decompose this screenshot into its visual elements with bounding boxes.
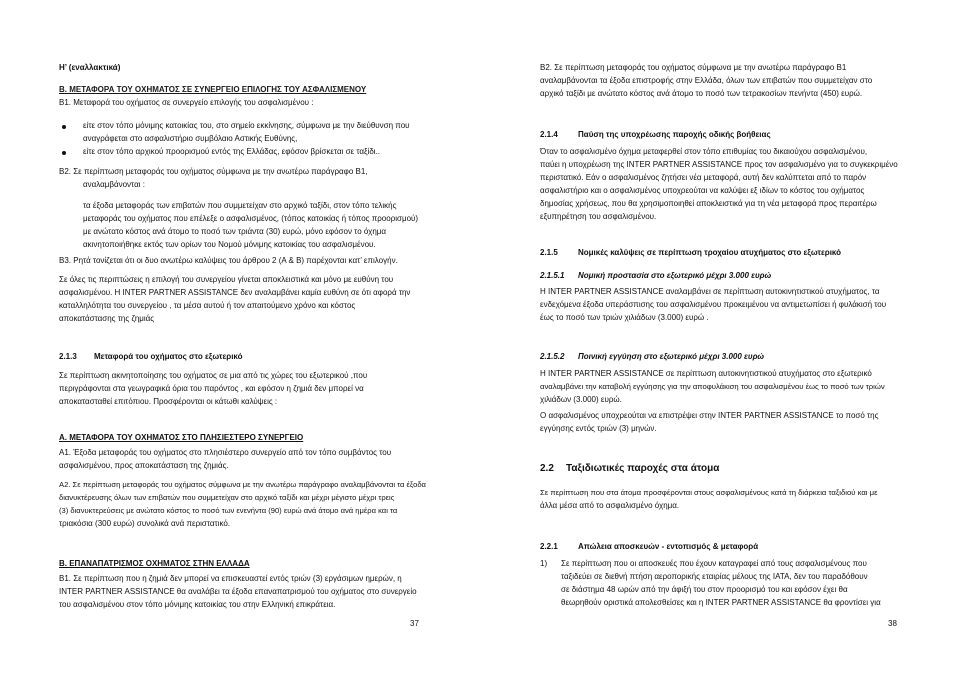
p2152-line2: αναλαμβάνει την καταβολή εγγύησης για την αποφυλάκιση του ασφαλισμένου έως το ποσό των τριών (540, 382, 885, 391)
section-b-heading: Β. ΜΕΤΑΦΟΡΑ ΤΟΥ ΟΧΗΜΑΤΟΣ ΣΕ ΣΥΝΕΡΓΕΙΟ ΕΠΙΛΟΓΗΣ ΤΟΥ ΑΣΦΑΛΙΣΜΕΝΟΥ (59, 85, 367, 94)
p2152-line3: χιλιάδων (3.000) ευρώ. (540, 395, 622, 404)
h2152-title: Ποινική εγγύηση στο εξωτερικό μέχρι 3.000 ευρώ (578, 352, 765, 361)
p214-line1: Όταν το ασφαλισμένο όχημα μεταφερθεί στον τόπο επιθυμίας του δικαιούχου ασφαλισμένου, (540, 147, 868, 156)
list-item-line4: θεωρηθούν οριστικά απολεσθείσες και η INTER PARTNER ASSISTANCE θα φροντίσει για (561, 598, 881, 607)
b2-return-line3: αρχικό ταξίδι με ανώτατο κόστος ανά άτομο το ποσό των τετρακοσίων πενήντα (450) ευρώ. (540, 89, 863, 98)
bullet1-line2: αναγράφεται στο ασφαλιστήριο συμβόλαιο Αστικής Ευθύνης, (83, 134, 298, 143)
a2-line1: Α2. Σε περίπτωση μεταφοράς του οχήματος σύμφωνα με την ανωτέρω παράγραφο αναλαμβάνονται τα έξοδα (59, 480, 426, 489)
h213-intro-line3: αποκατασταθεί επιτόπιου. Προσφέρονται οι κάτωθι καλύψεις : (59, 397, 278, 406)
h221-title: Απώλεια αποσκευών - εντοπισμός & μεταφορά (578, 542, 759, 551)
h213-intro-line2: περιγράφονται στα γεωγραφικά όρια του παρόντος , και εφόσον η ζημιά δεν μπορεί να (59, 384, 364, 393)
a2-line2: διανυκτέρευσης όλων των επιβατών που συμμετείχαν στο αρχικό ταξίδι και μέχρι μέγιστο μέχρι τρεις (59, 493, 395, 502)
list-item-number: 1) (540, 559, 548, 568)
p2151-line1: Η INTER PARTNER ASSISTANCE αναλαμβάνει σε περίπτωση αυτοκινητιστικού ατυχήματος, τα (540, 287, 880, 296)
a2-line4: τριακόσια (300 ευρώ) συνολικά ανά περιστατικό. (59, 519, 231, 528)
p22-line1: Σε περίπτωση που στα άτομα προσφέρονται στους ασφαλισμένους κατά τη διάρκεια ταξιδιού και με (540, 488, 878, 497)
bullet1-line1: είτε στον τόπο μόνιμης κατοικίας του, στο σημείο εκκίνησης, σύμφωνα με την διεύθυνση που (83, 121, 410, 130)
p214-line4: ασφαλιστήριο και ο ασφαλισμένος υποχρεούται να καλύψει εξ ιδίων το κόστος του οχήματος (540, 186, 865, 195)
p22-line2: άλλα μέσα από το ασφαλισμένο όχημα. (540, 501, 680, 510)
list-item-line3: σε διάστημα 48 ωρών από την άφιξή του στον προορισμό του και εφόσον έχει θα (561, 585, 848, 594)
h213-intro-line1: Σε περίπτωση ακινητοποίησης του οχήματος σε μια από τις χώρες του εξωτερικού ,που (59, 371, 368, 380)
h22-title: Ταξιδιωτικές παροχές στα άτομα (566, 463, 720, 474)
h214-title: Παύση της υποχρέωσης παροχής οδικής βοήθειας (578, 130, 771, 139)
b2-line1: Β2. Σε περίπτωση μεταφοράς του οχήματος σύμφωνα με την ανωτέρω παράγραφο Β1, (59, 167, 368, 176)
b1-rep-line1: Β1. Σε περίπτωση που η ζημιά δεν μπορεί να επισκευαστεί εντός τριών (3) εργάσιμων ημερών, η (59, 574, 402, 583)
list-item-line1: Σε περίπτωση που οι αποσκευές που έχουν καταγραφεί από τους ασφαλισμένους που (561, 559, 867, 568)
b2-return-line2: αναλαμβάνονται τα έξοδα επιστροφής στην Ελλάδα, όλων των επιβατών που συμμετείχαν στο (540, 76, 873, 85)
b1-rep-line3: του ασφαλισμένου στον τόπο μόνιμης κατοικίας του στην Ελληνική επικράτεια. (59, 600, 336, 609)
p2152-line1: Η INTER PARTNER ASSISTANCE σε περίπτωση αυτοκινητιστικού ατυχήματος στο εξωτερικό (540, 369, 872, 378)
page-number: 37 (410, 619, 419, 628)
h22-number: 2.2 (540, 463, 554, 474)
p214-line2: παύει η υποχρέωση της INTER PARTNER ASSISTANCE προς τον ασφαλισμένο για το συγκεκριμένο (540, 160, 898, 169)
h215-number: 2.1.5 (540, 248, 558, 257)
final-line2: ασφαλισμένου. Η INTER PARTNER ASSISTANCE δεν αναλαμβάνει καμία ευθύνη σε ότι αφορά την (59, 288, 411, 297)
p214-line6: εξυπηρέτηση του ασφαλισμένου. (540, 212, 657, 221)
a1-line1: Α1. Έξοδα μεταφοράς του οχήματος στο πλησιέστερο συνεργείο από τον τόπο συμβάντος του (59, 448, 392, 457)
b2-body-line3: με ανώτατο κόστος ανά άτομο το ποσό των τριάντα (30) ευρώ, μόνο εφόσον το όχημα (83, 227, 387, 236)
h221-number: 2.2.1 (540, 542, 558, 551)
final-line4: αποκατάστασης της ζημιάς (59, 314, 155, 323)
b1-intro: Β1. Μεταφορά του οχήματος σε συνεργείο επιλογής του ασφαλισμένου : (59, 98, 314, 107)
p2151-line2: ενδεχόμενα έξοδα υπεράσπισης του ασφαλισμένου προκειμένου να αντιμετωπίσει ή φυλάκισή του (540, 300, 887, 309)
p214-line3: περιστατικό. Εάν ο ασφαλισμένος ζητήσει νέα μεταφορά, αυτή δεν καλύπτεται από το παρόν (540, 173, 867, 182)
p2151-line3: έως το ποσό των τριών χιλιάδων (3.000) ευρώ . (540, 313, 709, 322)
h2151-number: 2.1.5.1 (540, 271, 565, 280)
h213-title: Μεταφορά του οχήματος στο εξωτερικό (94, 352, 243, 361)
b2-body-line2: μεταφοράς του οχήματος που επέλεξε ο ασφαλισμένος, (τόπος κατοικίας ή τόπος προορισμού) (83, 214, 419, 223)
b1-rep-line2: INTER PARTNER ASSISTANCE θα αναλάβει τα έξοδα επαναπατρισμού του οχήματος στο συνεργείο (59, 587, 417, 596)
p2152b-line2: εγγύησης εντός τριών (3) μηνών. (540, 424, 657, 433)
a1-line2: ασφαλισμένου, προς αποκατάσταση της ζημιάς. (59, 461, 229, 470)
bullet2: είτε στον τόπο αρχικού προορισμού εντός της Ελλάδας, εφόσον βρίσκεται σε ταξίδι.. (83, 147, 381, 156)
p2152b-line1: Ο ασφαλισμένος υποχρεούται να επιστρέψει στην INTER PARTNER ASSISTANCE το ποσό της (540, 411, 879, 420)
list-item-line2: ταξιδεύει σε διεθνή πτήση αεροπορικής εταιρίας μέλους της ΙΑΤΑ, δεν του παραδόθουν (561, 572, 868, 581)
h2151-title: Νομική προστασία στο εξωτερικό μέχρι 3.000 ευρώ (578, 271, 772, 280)
final-line3: καταλληλότητα του συνεργείου , τα μέσα αυτού ή τον απαιτούμενο χρόνο και κόστος (59, 301, 356, 310)
b2-body-line4: ακινητοποιήθηκε εκτός των ορίων του Νομού μόνιμης κατοικίας του ασφαλισμένου. (83, 240, 376, 249)
section-b-repatriation-heading: Β. ΕΠΑΝΑΠΑΤΡΙΣΜΟΣ ΟΧΗΜΑΤΟΣ ΣΤΗΝ ΕΛΛΑΔΑ (59, 559, 250, 568)
p214-line5: δημοσίας χρήσεως, που θα χρησιμοποιηθεί αποκλειστικά για τη νέα μεταφορά προς περαιτέρω (540, 199, 877, 208)
bullet-marker (62, 151, 66, 155)
section-a-heading: Α. ΜΕΤΑΦΟΡΑ ΤΟΥ ΟΧΗΜΑΤΟΣ ΣΤΟ ΠΛΗΣΙΕΣΤΕΡΟ ΣΥΝΕΡΓΕΙΟ (59, 433, 304, 442)
page-number: 38 (888, 619, 897, 628)
bullet-marker (62, 125, 66, 129)
h215-title: Νομικές καλύψεις σε περίπτωση τροχαίου ατυχήματος στο εξωτερικό (578, 248, 842, 257)
b2-return-line1: Β2. Σε περίπτωση μεταφοράς του οχήματος σύμφωνα με την ανωτέρω παράγραφο Β1 (540, 63, 847, 72)
right-page (480, 0, 960, 674)
final-line1: Σε όλες τις περιπτώσεις η επιλογή του συνεργείου γίνεται αποκλειστικά και μόνο με ευθύνη του (59, 275, 394, 284)
b2-body-line1: τα έξοδα μεταφοράς των επιβατών που συμμετείχαν στο αρχικό ταξίδι, στον τόπο τελικής (83, 201, 397, 210)
h2152-number: 2.1.5.2 (540, 352, 565, 361)
b3-note: Β3. Ρητά τονίζεται ότι οι δυο ανωτέρω καλύψεις του άρθρου 2 (Α & Β) παρέχονται κατ’ επιλογήν. (59, 256, 398, 265)
h214-number: 2.1.4 (540, 130, 558, 139)
b2-line2: αναλαμβάνονται : (83, 180, 145, 189)
h213-number: 2.1.3 (59, 352, 77, 361)
a2-line3: (3) διανυκτερεύσεις με ανώτατο κόστος το ποσό των ενενήντα (90) ευρώ ανά άτομο ανά ημέρα και τα (59, 506, 398, 515)
alt-heading: Η’ (εναλλακτικά) (59, 63, 121, 72)
